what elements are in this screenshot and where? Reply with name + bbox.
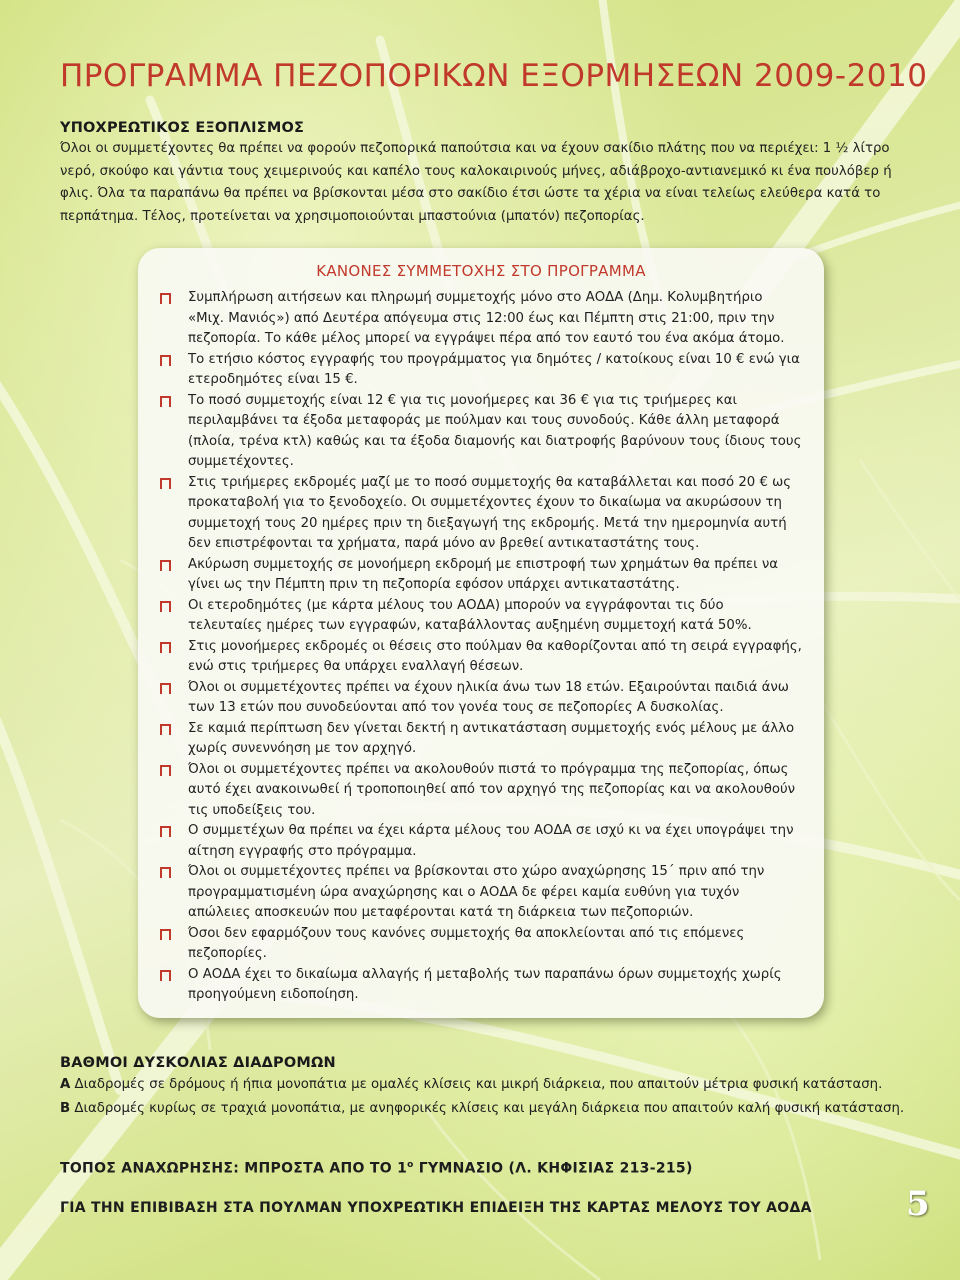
rule-item xyxy=(160,555,802,596)
bullet-icon xyxy=(160,929,171,940)
rule-text: Ο ΑΟΔΑ έχει το δικαίωμα αλλαγής ή μεταβολής των παραπάνω όρων συμμετοχής χωρίς προηγούμενη ειδοποίηση. xyxy=(188,966,782,1002)
bullet-icon xyxy=(160,970,171,981)
bullet-icon xyxy=(160,601,171,612)
rule-text: Οι ετεροδημότες (με κάρτα μέλους του ΑΟΔΑ) μπορούν να εγγράφονται τις δύο τελευταίες ημέρες των εγγραφών, καταβάλλοντας αυξημένη συμμετοχή κατά 50%. xyxy=(188,597,752,633)
rules-list xyxy=(160,288,802,1006)
rule-item xyxy=(160,862,802,924)
rule-item xyxy=(160,596,802,637)
rule-text: Το ποσό συμμετοχής είναι 12 € για τις μονοήμερες και 36 € για τις τριήμερες και περιλαμβάνει τα έξοδα μεταφοράς με πούλμαν και τους συνοδούς. Κάθε άλλη μεταφορά (πλοία, τρένα κτλ) καθώς και τα έξοδα διαμονής και διατροφής βαρύνουν τους ίδιους τους συμμετέχοντες. xyxy=(188,392,802,469)
bullet-icon xyxy=(160,560,171,571)
difficulty-heading: ΒΑΘΜΟΙ ΔΥΣΚΟΛΙΑΣ ΔΙΑΔΡΟΜΩΝ xyxy=(60,1055,336,1071)
bullet-icon xyxy=(160,765,171,776)
bullet-icon xyxy=(160,355,171,366)
rule-item xyxy=(160,924,802,965)
bullet-icon xyxy=(160,642,171,653)
rule-text: Όλοι οι συμμετέχοντες πρέπει να έχουν ηλικία άνω των 18 ετών. Εξαιρούνται παιδιά άνω των 13 ετών που συνοδεύονται από τον γονέα τους σε πεζοπορίες Α δυσκολίας. xyxy=(188,679,789,715)
rule-item xyxy=(160,719,802,760)
bullet-icon xyxy=(160,293,171,304)
grade-letter: Α xyxy=(60,1077,71,1092)
rules-title: ΚΑΝΟΝΕΣ ΣΥΜΜΕΤΟΧΗΣ ΣΤΟ ΠΡΟΓΡΑΜΜΑ xyxy=(316,262,646,280)
rule-text: Όλοι οι συμμετέχοντες πρέπει να ακολουθούν πιστά το πρόγραμμα της πεζοπορίας, όπως αυτό έχει ανακοινωθεί ή τροποποιηθεί από τον αρχηγό της πεζοπορίας και να ακολουθούν τις υποδείξεις του. xyxy=(188,761,796,818)
bullet-icon xyxy=(160,724,171,735)
bullet-icon xyxy=(160,826,171,837)
grade-letter: Β xyxy=(60,1101,71,1116)
rule-text: Στις τριήμερες εκδρομές μαζί με το ποσό συμμετοχής θα καταβάλλεται και ποσό 20 € ως προκαταβολή για το ξενοδοχείο. Οι συμμετέχοντες έχουν το δικαίωμα να ακυρώσουν τη συμμετοχή τους 20 ημέρες πριν τη διεξαγωγή της εκδρομής. Μετά την ημερομηνία αυτή δεν επιστρέφονται τα χρήματα, παρά μόνο αν βρεθεί αντικαταστάτης τους. xyxy=(188,474,792,551)
bullet-icon xyxy=(160,867,171,878)
rule-item xyxy=(160,288,802,350)
bullet-icon xyxy=(160,478,171,489)
rule-item xyxy=(160,965,802,1006)
equipment-section xyxy=(60,120,918,228)
bullet-icon xyxy=(160,683,171,694)
rule-item xyxy=(160,637,802,678)
difficulty-grade-b xyxy=(60,1098,918,1119)
rule-item xyxy=(160,350,802,391)
rule-text: Το ετήσιο κόστος εγγραφής του προγράμματος για δημότες / κατοίκους είναι 10 € ενώ για ετεροδημότες είναι 15 €. xyxy=(188,351,800,387)
rule-item xyxy=(160,821,802,862)
boarding-notice: ΓΙΑ ΤΗΝ ΕΠΙΒΙΒΑΣΗ ΣΤΑ ΠΟΥΛΜΑΝ ΥΠΟΧΡΕΩΤΙΚΗ ΕΠΙΔΕΙΞΗ ΤΗΣ ΚΑΡΤΑΣ ΜΕΛΟΥΣ ΤΟΥ ΑΟΔΑ xyxy=(60,1200,812,1216)
rule-text: Ακύρωση συμμετοχής σε μονοήμερη εκδρομή με επιστροφή των χρημάτων θα πρέπει να γίνει ως την Πέμπτη πριν τη πεζοπορία εφόσον υπάρχει αντικαταστάτης. xyxy=(188,556,779,592)
rule-item xyxy=(160,678,802,719)
page-title: ΠΡΟΓΡΑΜΜΑ ΠΕΖΟΠΟΡΙΚΩΝ ΕΞΟΡΜΗΣΕΩΝ 2009-2010 xyxy=(60,58,928,94)
grade-description: Διαδρομές κυρίως σε τραχιά μονοπάτια, με ανηφορικές κλίσεις και μεγάλη διάρκεια που απαιτούν καλή φυσική κατάσταση. xyxy=(70,1101,905,1116)
bullet-icon xyxy=(160,396,171,407)
departure-location xyxy=(60,1160,693,1177)
rules-panel xyxy=(138,248,824,1018)
ordinal-mark: ο xyxy=(407,1160,414,1170)
rule-item xyxy=(160,760,802,822)
rule-text: Όσοι δεν εφαρμόζουν τους κανόνες συμμετοχής θα αποκλείονται από τις επόμενες πεζοπορίες. xyxy=(188,925,745,961)
grade-description: Διαδρομές σε δρόμους ή ήπια μονοπάτια με ομαλές κλίσεις και μικρή διάρκεια, που απαιτούν μέτρια φυσική κατάσταση. xyxy=(70,1077,883,1092)
difficulty-grade-a xyxy=(60,1074,918,1095)
difficulty-section xyxy=(60,1055,918,1119)
rule-text: Συμπλήρωση αιτήσεων και πληρωμή συμμετοχής μόνο στο ΑΟΔΑ (Δημ. Κολυμβητήριο «Μιχ. Μανιός») από Δευτέρα απόγευμα στις 12:00 έως και Πέμπτη στις 21:00, πριν την πεζοπορία. Το κάθε μέλος μπορεί να εγγράψει πέρα από τον εαυτό του ένα ακόμα άτομο. xyxy=(188,290,785,346)
equipment-heading: ΥΠΟΧΡΕΩΤΙΚΟΣ ΕΞΟΠΛΙΣΜΟΣ xyxy=(60,120,305,136)
departure-text-end: ΓΥΜΝΑΣΙΟ (Λ. ΚΗΦΙΣΙΑΣ 213-215) xyxy=(413,1160,693,1177)
rule-text: Στις μονοήμερες εκδρομές οι θέσεις στο πούλμαν θα καθορίζονται από τη σειρά εγγραφής, ενώ στις τριήμερες θα υπάρχει εναλλαγή θέσεων. xyxy=(188,638,802,674)
rule-text: Σε καμιά περίπτωση δεν γίνεται δεκτή η αντικατάσταση συμμετοχής ενός μέλους με άλλο χωρίς συνεννόηση με τον αρχηγό. xyxy=(188,720,795,756)
page-number: 5 xyxy=(906,1184,930,1224)
rule-text: Ο συμμετέχων θα πρέπει να έχει κάρτα μέλους του ΑΟΔΑ σε ισχύ κι να έχει υπογράψει την αίτηση εγγραφής στο πρόγραμμα. xyxy=(188,823,794,859)
rule-text: Όλοι οι συμμετέχοντες πρέπει να βρίσκονται στο χώρο αναχώρησης 15΄ πριν από την προγραμματισμένη ώρα αναχώρησης και ο ΑΟΔΑ δε φέρει καμία ευθύνη για τυχόν απώλειες αποσκευών που μεταφέρονται κατά τη διάρκεια των πεζοποριών. xyxy=(188,864,765,920)
rule-item xyxy=(160,391,802,473)
equipment-text: Όλοι οι συμμετέχοντες θα πρέπει να φορούν πεζοπορικά παπούτσια και να έχουν σακίδιο πλάτης που να περιέχει: 1 ½ λίτρο νερό, σκούφο και γάντια τους χειμερινούς και καπέλο τους καλοκαιρινούς μήνες, αδιάβροχο-αντιανεμικό κι ένα πουλόβερ ή φλις. Όλα τα παραπάνω θα πρέπει να βρίσκονται μέσα στο σακίδιο έτσι ώστε τα χέρια να είναι τελείως ελεύθερα κατά το περπάτημα. Τέλος, προτείνεται να χρησιμοποιούνται μπαστούνια (μπατόν) πεζοπορίας. xyxy=(60,141,892,224)
rule-item xyxy=(160,473,802,555)
departure-text: ΤΟΠΟΣ ΑΝΑΧΩΡΗΣΗΣ: ΜΠΡΟΣΤΑ ΑΠΟ ΤΟ 1 xyxy=(60,1160,408,1177)
